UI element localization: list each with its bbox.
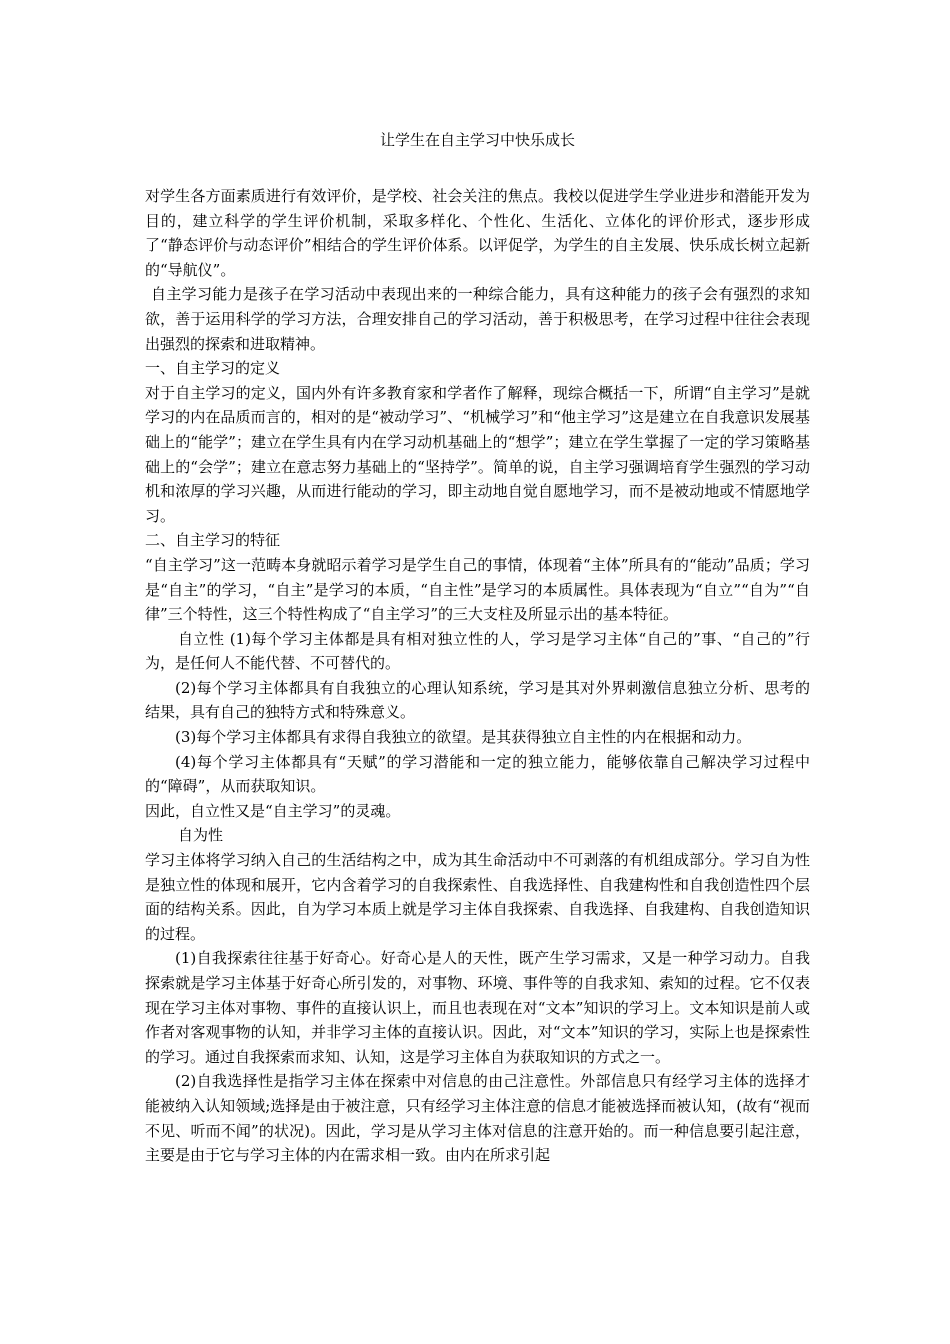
paragraph-self-selection: (2)自我选择性是指学习主体在探索中对信息的由己注意性。外部信息只有经学习主体的选择才能被纳入认知领域;选择是由于被注意，只有经学习主体注意的信息才能被选择而被认知，(故有“视而不见、听而不闻”的状况)。因此，学习是从学习主体对信息的注意开始的。而一种信息要引起注意，主要是由于它与学习主体的内在需求相一致。由内在所求引起 xyxy=(145,1072,810,1165)
paragraph-self-action: 学习主体将学习纳入自己的生活结构之中，成为其生命活动中不可剥落的有机组成部分。学习自为性是独立性的体现和展开，它内含着学习的自我探索性、自我选择性、自我建构性和自我创造性四个层面的结构关系。因此，自为学习本质上就是学习主体自我探索、自我选择、自我建构、自我创造知识的过程。 xyxy=(145,851,810,943)
document-page xyxy=(145,130,810,1168)
paragraph-self-exploration: (1)自我探索往往基于好奇心。好奇心是人的天性，既产生学习需求，又是一种学习动力。自我探索就是学习主体基于好奇心所引发的，对事物、环境、事件等的自我求知、索知的过程。它不仅表现在学习主体对事物、事件的直接认识上，而且也表现在对“文本”知识的学习上。文本知识是前人或作者对客观事物的认知，并非学习主体的直接认识。因此，对“文本”知识的学习，实际上也是探索性的学习。通过自我探索而求知、认知，这是学习主体自为获取知识的方式之一。 xyxy=(145,949,810,1066)
section-heading-definition: 一、自主学习的定义 xyxy=(145,359,281,378)
document-title: 让学生在自主学习中快乐成长 xyxy=(379,131,575,149)
paragraph-features: “自主学习”这一范畴本身就昭示着学习是学生自己的事情，体现着“主体”所具有的“能动”品质；学习是“自主”的学习，“自主”是学习的本质，“自主性”是学习的本质属性。具体表现为“自立”“自为”“自律”三个特性，这三个特性构成了“自主学习”的三大支柱及所显示出的基本特征。 xyxy=(145,555,810,624)
paragraph-definition: 对于自主学习的定义，国内外有许多教育家和学者作了解释，现综合概括一下，所谓“自主学习”是就学习的内在品质而言的，相对的是“被动学习”、“机械学习”和“他主学习”这是建立在自我意识发展基础上的“能学”；建立在学生具有内在学习动机基础上的“想学”；建立在学生掌握了一定的学习策略基础上的“会学”；建立在意志努力基础上的“坚持学”。简单的说，自主学习强调培育学生强烈的学习动机和浓厚的学习兴趣，从而进行能动的学习，即主动地自觉自愿地学习，而不是被动地或不情愿地学习。 xyxy=(145,383,810,525)
paragraph-independence-summary: 因此，自立性又是“自主学习”的灵魂。 xyxy=(145,801,401,820)
paragraph-ability: 自主学习能力是孩子在学习活动中表现出来的一种综合能力，具有这种能力的孩子会有强烈的求知欲，善于运用科学的学习方法，合理安排自己的学习活动，善于积极思考，在学习过程中往往会表现出强烈的探索和进取精神。 xyxy=(145,285,810,353)
paragraph-independence-3: (3)每个学习主体都具有求得自我独立的欲望。是其获得独立自主性的内在根据和动力。 xyxy=(175,728,752,747)
paragraph-independence-4: (4)每个学习主体都具有“天赋”的学习潜能和一定的独立能力，能够依靠自己解决学习过程中的“障碍”，从而获取知识。 xyxy=(145,752,810,796)
paragraph-independence-2: (2)每个学习主体都具有自我独立的心理认知系统，学习是其对外界刺激信息独立分析、思考的结果，具有自己的独特方式和特殊意义。 xyxy=(145,678,810,722)
paragraph-intro: 对学生各方面素质进行有效评价，是学校、社会关注的焦点。我校以促进学生学业进步和潜能开发为目的，建立科学的学生评价机制，采取多样化、个性化、生活化、立体化的评价形式，逐步形成了“静态评价与动态评价”相结合的学生评价体系。以评促学，为学生的自主发展、快乐成长树立起新的“导航仪”。 xyxy=(145,187,810,279)
subheading-self-action: 自为性 xyxy=(178,826,224,845)
paragraph-independence-1: 自立性 (1)每个学习主体都是具有相对独立性的人，学习是学习主体“自己的”事、“自己的”行为，是任何人不能代替、不可替代的。 xyxy=(145,629,810,673)
section-heading-features: 二、自主学习的特征 xyxy=(145,531,281,550)
